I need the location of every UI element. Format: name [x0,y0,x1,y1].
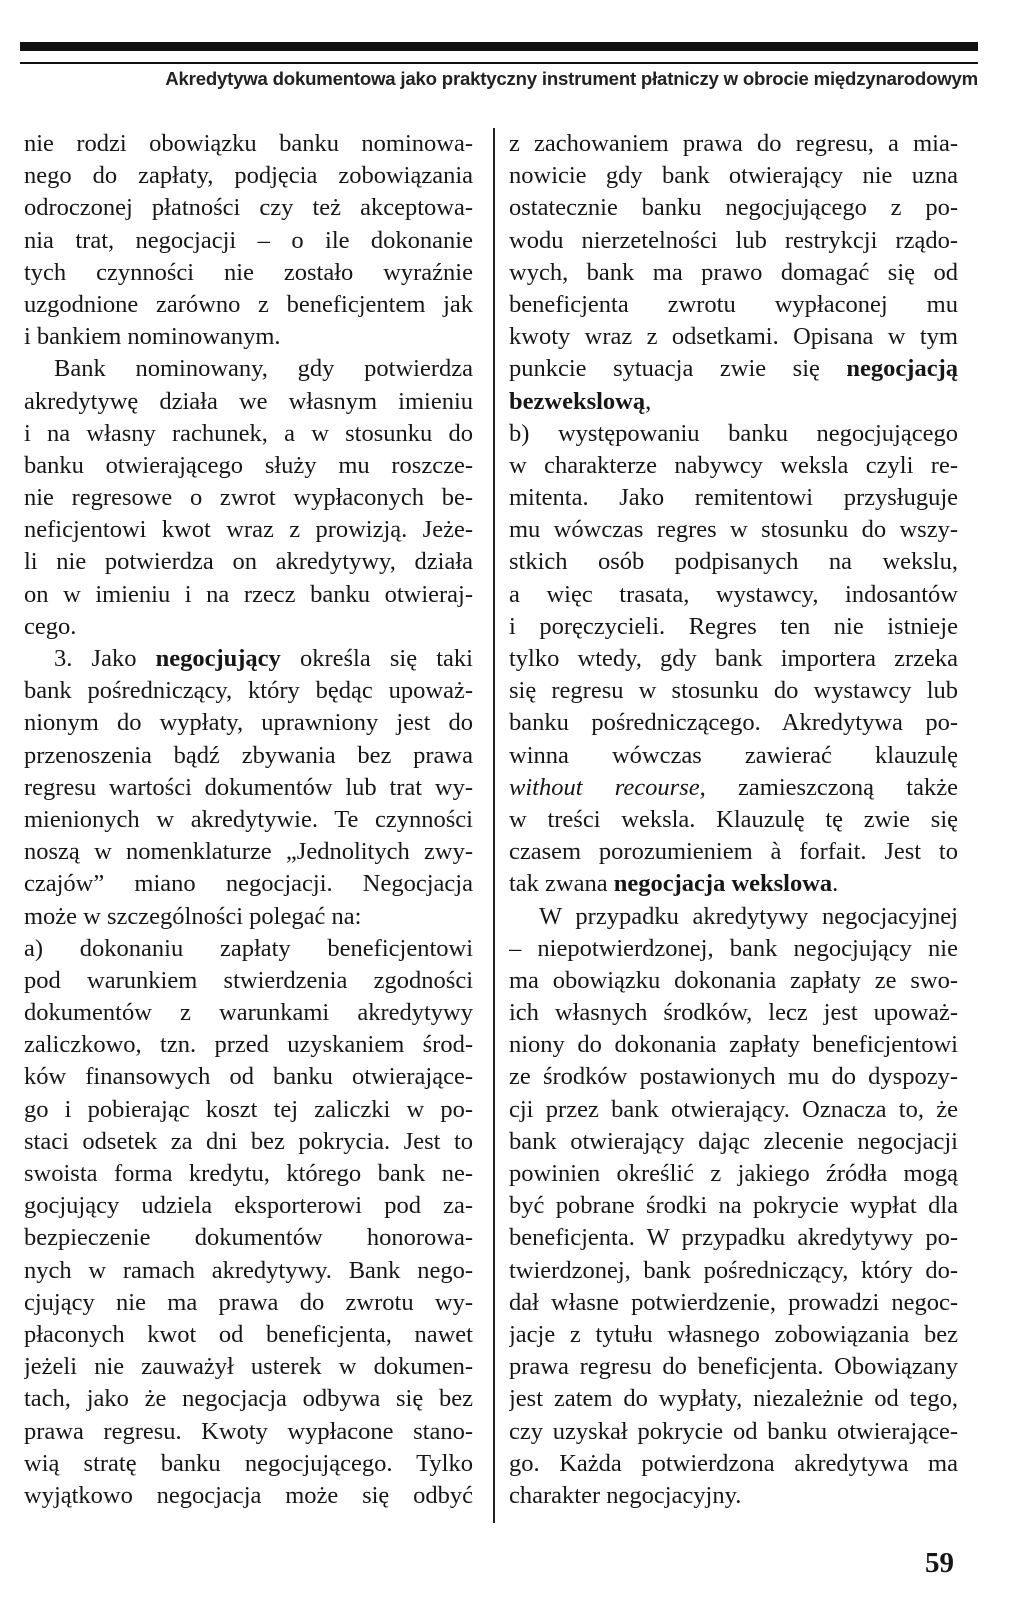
text-line: wych, bank ma prawo domagać się od [509,258,958,286]
text-line: regresu wartości dokumentów lub trat wy- [24,773,473,801]
text-line: nionym do wypłaty, uprawniony jest do [24,709,473,737]
text-line: cego. [24,612,77,640]
text-line: uzgodnione zarówno z beneficjentem jak [24,290,473,318]
header-rule-thick [20,42,978,51]
text-line: charakter negocjacyjny. [509,1481,742,1509]
text-line: a więc trasata, wystawcy, indosantów [509,580,958,608]
column-divider [493,128,495,1523]
text-line: kwoty wraz z odsetkami. Opisana w tym [509,323,958,351]
text-line: jest zatem do wypłaty, niezależnie od tego, [509,1385,958,1413]
text-line: niony do dokonania zapłaty beneficjentowi [509,1031,958,1059]
text-line: odroczonej płatności czy też akceptowa- [24,194,473,222]
text-line: nia trat, negocjacji – o ile dokonanie [24,226,473,254]
right-text-column [509,128,958,1512]
text-line: twierdzonej, bank pośredniczący, który do- [509,1256,958,1284]
text-line: on w imieniu i na rzecz banku otwieraj- [24,580,473,608]
bold-term: negocjacja wekslowa [613,870,833,898]
text-line: bank otwierający dając zlecenie negocjacji [509,1127,958,1155]
text-line: czasem porozumieniem à forfait. Jest to [509,838,958,866]
text-line: tylko wtedy, gdy bank importera zrzeka [509,645,958,672]
italic-term: without recourse [509,773,700,801]
text-run: tak zwana [509,870,614,898]
text-line: beneficjenta zwrotu wypłaconej mu [509,290,958,318]
text-line [24,643,473,675]
text-line: akredytywę działa we własnym imieniu [24,387,473,415]
text-line: z zachowaniem prawa do regresu, a mia- [509,130,958,157]
text-line: dał własne potwierdzenie, prowadzi negoc- [509,1288,958,1316]
text-line: nych w ramach akredytywy. Bank nego- [24,1256,473,1284]
text-line [509,386,958,418]
text-line: Bank nominowany, gdy potwierdza [54,355,473,383]
text-run: , zamieszczoną także [699,773,958,801]
text-line: go. Każda potwierdzona akredytywa ma [509,1449,958,1477]
bold-term: bezwekslową [509,387,646,415]
text-line [509,353,958,385]
text-line: powinien określić z jakiego źródła mogą [509,1160,958,1187]
text-line: bank pośredniczący, który będąc upoważ- [24,677,473,705]
text-line: czy uzyskał pokrycie od banku otwierające- [509,1417,958,1445]
text-line: nie rodzi obowiązku banku nominowa- [24,130,473,157]
text-line: ków finansowych od banku otwierające- [24,1063,473,1091]
text-line: neficjentowi kwot wraz z prowizją. Jeże- [24,516,473,544]
text-line: płaconych kwot od beneficjenta, nawet [24,1320,473,1348]
text-line: się regresu w stosunku do wystawcy lub [509,677,958,705]
text-line: ich własnych środków, lecz jest upoważ- [509,999,958,1027]
text-line: i bankiem nominowanym. [24,323,281,351]
text-line: – niepotwierdzonej, bank negocjujący nie [509,934,958,962]
text-run: punkcie sytuacja zwie się [509,355,847,383]
text-line: go i pobierając koszt tej zaliczki w po- [24,1095,473,1123]
text-line: wyjątkowo negocjacja może się odbyć [24,1481,473,1509]
text-line: nowicie gdy bank otwierający nie uzna [509,162,958,190]
text-line: dokumentów z warunkami akredytywy [24,999,473,1027]
text-line: stkich osób podpisanych na wekslu, [509,548,958,576]
text-line [509,868,958,900]
text-run: , [645,387,652,415]
text-line: banku pośredniczącego. Akredytywa po- [509,709,958,737]
text-line: czajów” miano negocjacji. Negocjacja [24,870,473,898]
bold-term: negocjujący [155,645,281,672]
text-line: banku otwierającego służy mu roszcze- [24,451,473,479]
text-line: W przypadku akredytywy negocjacyjnej [539,902,958,930]
text-line: być pobrane środki na pokrycie wypłat dla [509,1192,958,1220]
text-line: tych czynności nie zostało wyraźnie [24,258,473,286]
text-line: przenoszenia bądź zbywania bez prawa [24,741,473,769]
text-line: ostatecznie banku negocjującego z po- [509,194,958,222]
text-line: nie regresowe o zwrot wypłaconych be- [24,484,473,512]
page-number: 59 [925,1547,954,1579]
text-line: bezpieczenie dokumentów honorowa- [24,1224,473,1252]
text-line: w treści weksla. Klauzulę tę zwie się [509,805,958,833]
text-line: mitenta. Jako remitentowi przysługuje [509,484,958,512]
text-line: prawa regresu do beneficjenta. Obowiązany [509,1353,958,1381]
text-line: w charakterze nabywcy weksla czyli re- [509,451,958,479]
running-head: Akredytywa dokumentowa jako praktyczny instrument płatniczy w obrocie międzynarodowym [165,68,978,89]
text-line: swoista forma kredytu, którego bank ne- [24,1160,473,1187]
bold-term: negocjacją [846,355,958,383]
text-line: li nie potwierdza on akredytywy, działa [24,548,473,576]
text-line: gocjujący udziela eksporterowi pod za- [24,1192,473,1220]
text-line: tach, jako że negocjacja odbywa się bez [24,1385,473,1413]
text-line: ma obowiązku dokonania zapłaty ze swo- [509,966,958,994]
text-line: wodu nierzetelności lub restrykcji rządo- [509,226,958,254]
text-line: mienionych w akredytywie. Te czynności [24,805,473,833]
text-line: b) występowaniu banku negocjującego [509,419,958,447]
text-line: zaliczkowo, tzn. przed uzyskaniem środ- [24,1031,473,1059]
text-line: cjujący nie ma prawa do zwrotu wy- [24,1288,473,1316]
text-line [509,772,958,804]
left-text-column [24,128,473,1512]
text-run: 3. Jako [54,645,156,672]
text-line: prawa regresu. Kwoty wypłacone stano- [24,1417,473,1445]
text-line: nego do zapłaty, podjęcia zobowiązania [24,162,473,190]
text-line: winna wówczas zawierać klauzulę [509,741,958,769]
text-line: może w szczególności polegać na: [24,902,362,930]
text-line: wią stratę banku negocjującego. Tylko [24,1449,473,1477]
text-run: . [832,870,839,898]
text-line: cji przez bank otwierający. Oznacza to, że [509,1095,958,1123]
text-line: staci odsetek za dni bez pokrycia. Jest to [24,1127,473,1155]
text-line: jacje z tytułu własnego zobowiązania bez [509,1320,958,1348]
header-rule-thin [20,62,978,64]
text-line: mu wówczas regres w stosunku do wszy- [509,516,958,544]
text-line: jeżeli nie zauważył usterek w dokumen- [24,1353,473,1381]
text-line: beneficjenta. W przypadku akredytywy po- [509,1224,958,1252]
text-line: noszą w nomenklaturze „Jednolitych zwy- [24,838,473,866]
text-line: a) dokonaniu zapłaty beneficjentowi [24,934,473,962]
text-line: i poręczycieli. Regres ten nie istnieje [509,612,958,640]
text-line: ze środków postawionych mu do dyspozy- [509,1063,958,1091]
text-line: i na własny rachunek, a w stosunku do [24,419,473,447]
text-line: pod warunkiem stwierdzenia zgodności [24,966,473,994]
text-run: określa się taki [280,645,473,672]
